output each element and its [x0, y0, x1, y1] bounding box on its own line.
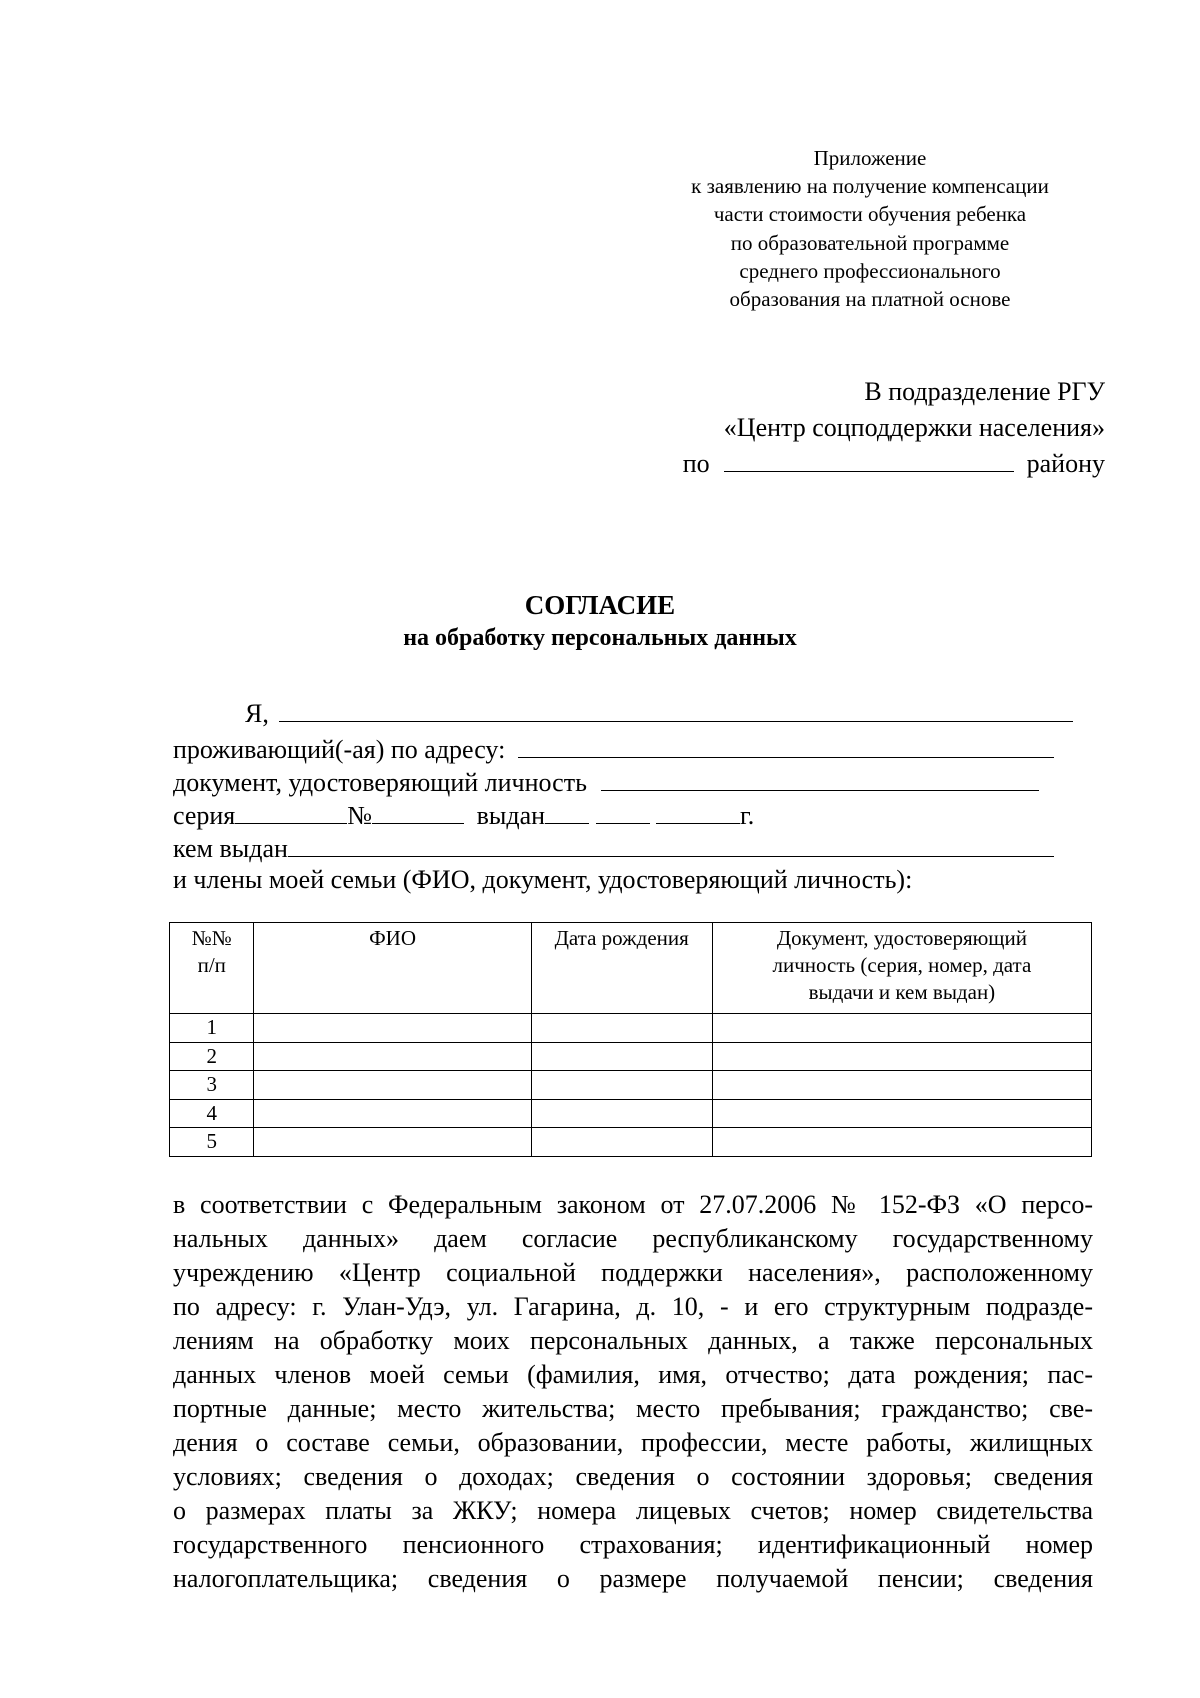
row-number: 1 [170, 1014, 254, 1043]
paragraph-line: лениям на обработку моих персональных данных, а также персональных [173, 1326, 1093, 1355]
appendix-line: Приложение [813, 146, 927, 170]
series-field[interactable] [235, 799, 347, 824]
paragraph-line: дения о составе семьи, образовании, профессии, месте работы, жилищных [173, 1428, 1093, 1457]
form-line-document [173, 766, 1093, 798]
header-document: Документ, удостоверяющий личность (серия, номер, дата выдачи и кем выдан) [712, 923, 1091, 1014]
row-number: 4 [170, 1099, 254, 1128]
district-suffix: району [1026, 449, 1105, 478]
dob-cell[interactable] [531, 1071, 712, 1100]
fio-cell[interactable] [254, 1042, 531, 1071]
appendix-note [640, 144, 1100, 313]
table-row [170, 1014, 1092, 1043]
table-header-row [170, 923, 1092, 1014]
paragraph-line: государственного пенсионного страхования; идентификационный номер [173, 1530, 1093, 1559]
year-suffix: г. [740, 801, 755, 830]
form-line-series [173, 799, 1093, 831]
form-line-name [173, 697, 1093, 729]
appendix-line: образования на платной основе [729, 287, 1011, 312]
header-dob: Дата рождения [531, 923, 712, 1014]
appendix-line: по образовательной программе [730, 230, 1010, 255]
row-number: 3 [170, 1071, 254, 1100]
appendix-line: части стоимости обучения ребенка [713, 202, 1027, 227]
fio-cell[interactable] [254, 1071, 531, 1100]
row-number: 5 [170, 1128, 254, 1157]
table-row [170, 1128, 1092, 1157]
document-field[interactable] [601, 766, 1039, 791]
dob-cell[interactable] [531, 1099, 712, 1128]
family-members-table [169, 922, 1092, 1157]
document-cell[interactable] [712, 1128, 1091, 1157]
issue-day-field[interactable] [545, 799, 589, 824]
paragraph-line: учреждению «Центр социальной поддержки населения», расположенному [173, 1258, 1093, 1287]
consent-paragraph [173, 1188, 1093, 1596]
paragraph-line: нальных данных» даем согласие республиканскому государственному [173, 1224, 1093, 1253]
addressee-line-3 [683, 446, 1105, 482]
series-label: серия [173, 801, 236, 830]
table-row [170, 1071, 1092, 1100]
paragraph-line: условиях; сведения о доходах; сведения о состоянии здоровья; сведения [173, 1462, 1093, 1491]
issued-by-label: кем выдан [173, 834, 288, 863]
issued-by-field[interactable] [288, 832, 1054, 857]
district-field[interactable] [724, 449, 1014, 472]
form-line-address [173, 733, 1093, 765]
address-label: проживающий(-ая) по адресу: [173, 735, 506, 764]
table-row [170, 1042, 1092, 1071]
document-title: СОГЛАСИЕ [524, 590, 676, 620]
paragraph-line: налогоплательщика; сведения о размере получаемой пенсии; сведения [173, 1564, 1093, 1593]
document-cell[interactable] [712, 1071, 1091, 1100]
number-field[interactable] [372, 799, 464, 824]
paragraph-line: данных членов моей семьи (фамилия, имя, отчество; дата рождения; пас- [173, 1360, 1093, 1389]
paragraph-line: в соответствии с Федеральным законом от 27.07.2006 № 152-ФЗ «О персо- [173, 1190, 1093, 1219]
table-row [170, 1099, 1092, 1128]
paragraph-line: портные данные; место жительства; место пребывания; гражданство; све- [173, 1394, 1093, 1423]
appendix-line: среднего профессионального [739, 258, 1001, 283]
document-cell[interactable] [712, 1014, 1091, 1043]
dob-cell[interactable] [531, 1014, 712, 1043]
form-line-issued-by [173, 832, 1093, 864]
issued-label: выдан [476, 801, 546, 830]
document-subtitle: на обработку персональных данных [403, 625, 797, 651]
fio-cell[interactable] [254, 1099, 531, 1128]
ya-label: Я, [245, 699, 269, 728]
dob-cell[interactable] [531, 1128, 712, 1157]
full-name-field[interactable] [279, 697, 1073, 722]
header-fio: ФИО [254, 923, 531, 1014]
header-number: №№ п/п [170, 923, 254, 1014]
district-prefix: по [682, 449, 710, 478]
dob-cell[interactable] [531, 1042, 712, 1071]
addressee-line-1: В подразделение РГУ [864, 377, 1105, 406]
number-label: № [347, 801, 373, 830]
document-cell[interactable] [712, 1099, 1091, 1128]
appendix-line: к заявлению на получение компенсации [691, 174, 1049, 199]
paragraph-line: по адресу: г. Улан-Удэ, ул. Гагарина, д. 10, - и его структурным подразде- [173, 1292, 1093, 1321]
addressee-line-2: «Центр соцподдержки населения» [723, 413, 1105, 442]
document-cell[interactable] [712, 1042, 1091, 1071]
row-number: 2 [170, 1042, 254, 1071]
issue-month-field[interactable] [596, 799, 650, 824]
addressee-block [683, 374, 1105, 482]
address-field[interactable] [518, 733, 1054, 758]
issue-year-field[interactable] [656, 799, 740, 824]
fio-cell[interactable] [254, 1014, 531, 1043]
paragraph-line: о размерах платы за ЖКУ; номера лицевых счетов; номер свидетельства [173, 1496, 1093, 1525]
fio-cell[interactable] [254, 1128, 531, 1157]
doc-label: документ, удостоверяющий личность [173, 768, 587, 797]
form-line-family: и члены моей семьи (ФИО, документ, удостоверяющий личность): [173, 865, 913, 894]
